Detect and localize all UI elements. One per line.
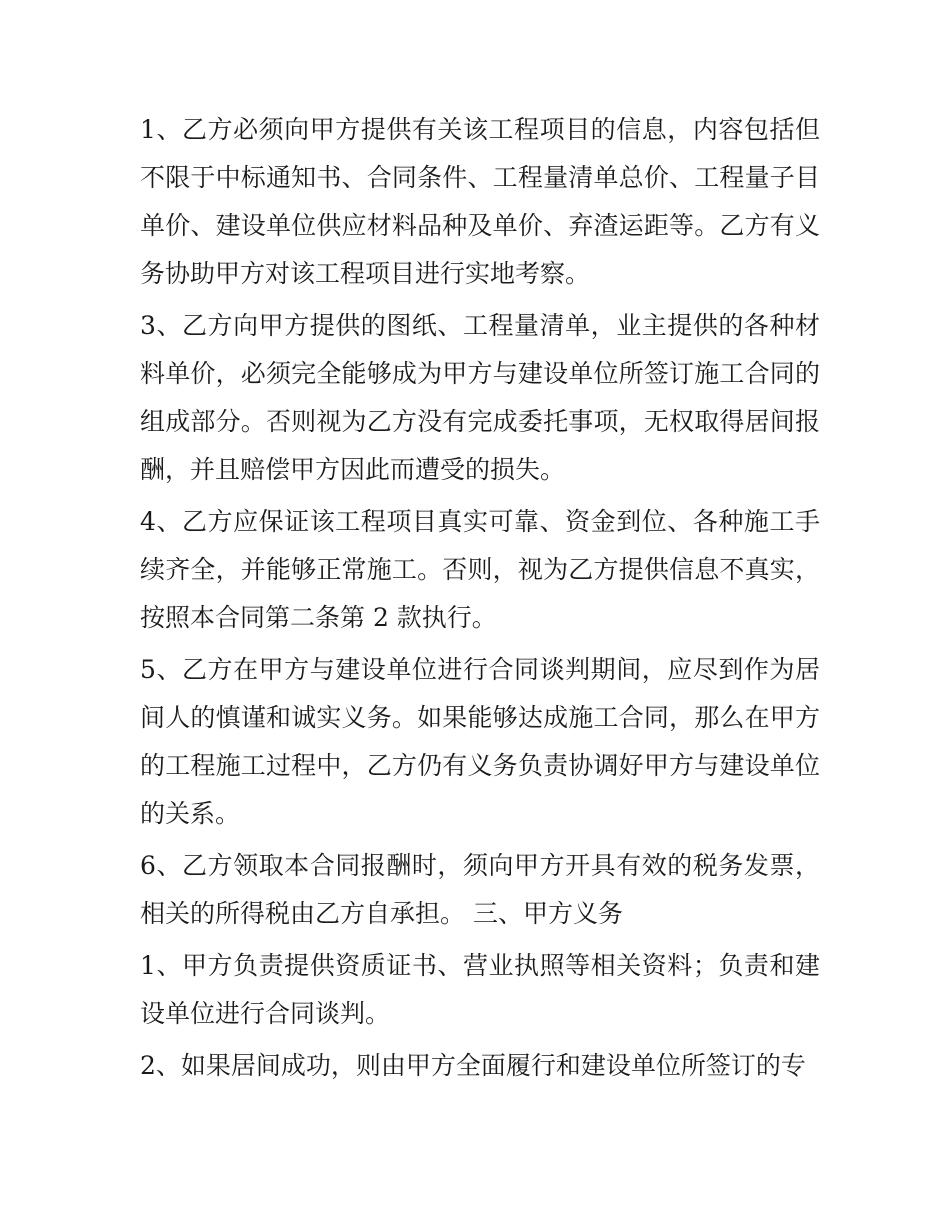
paragraph-clause-6: 6、乙方领取本合同报酬时，须向甲方开具有效的税务发票，相关的所得税由乙方自承担。 三、甲方义务: [140, 851, 820, 928]
paragraph-clause-4: 4、乙方应保证该工程项目真实可靠、资金到位、各种施工手续齐全，并能够正常施工。否则，视为乙方提供信息不真实，按照本合同第二条第 2 款执行。: [140, 507, 820, 632]
paragraph-clause-3: 3、乙方向甲方提供的图纸、工程量清单，业主提供的各种材料单价，必须完全能够成为甲方与建设单位所签订施工合同的组成部分。否则视为乙方没有完成委托事项，无权取得居间报酬，并且赔偿甲方因此而遭受的损失。: [140, 311, 820, 484]
paragraph-party-a-2: 2、如果居间成功，则由甲方全面履行和建设单位所签订的专: [140, 1051, 806, 1080]
document-body: [140, 106, 820, 1094]
paragraph-clause-1: 1、乙方必须向甲方提供有关该工程项目的信息，内容包括但不限于中标通知书、合同条件、工程量清单总价、工程量子目单价、建设单位供应材料品种及单价、弃渣运距等。乙方有义务协助甲方对该工程项目进行实地考察。: [140, 115, 820, 288]
paragraph-party-a-1: 1、甲方负责提供资质证书、营业执照等相关资料；负责和建设单位进行合同谈判。: [140, 951, 820, 1028]
paragraph-clause-5: 5、乙方在甲方与建设单位进行合同谈判期间，应尽到作为居间人的慎谨和诚实义务。如果能够达成施工合同，那么在甲方的工程施工过程中，乙方仍有义务负责协调好甲方与建设单位的关系。: [140, 655, 820, 828]
